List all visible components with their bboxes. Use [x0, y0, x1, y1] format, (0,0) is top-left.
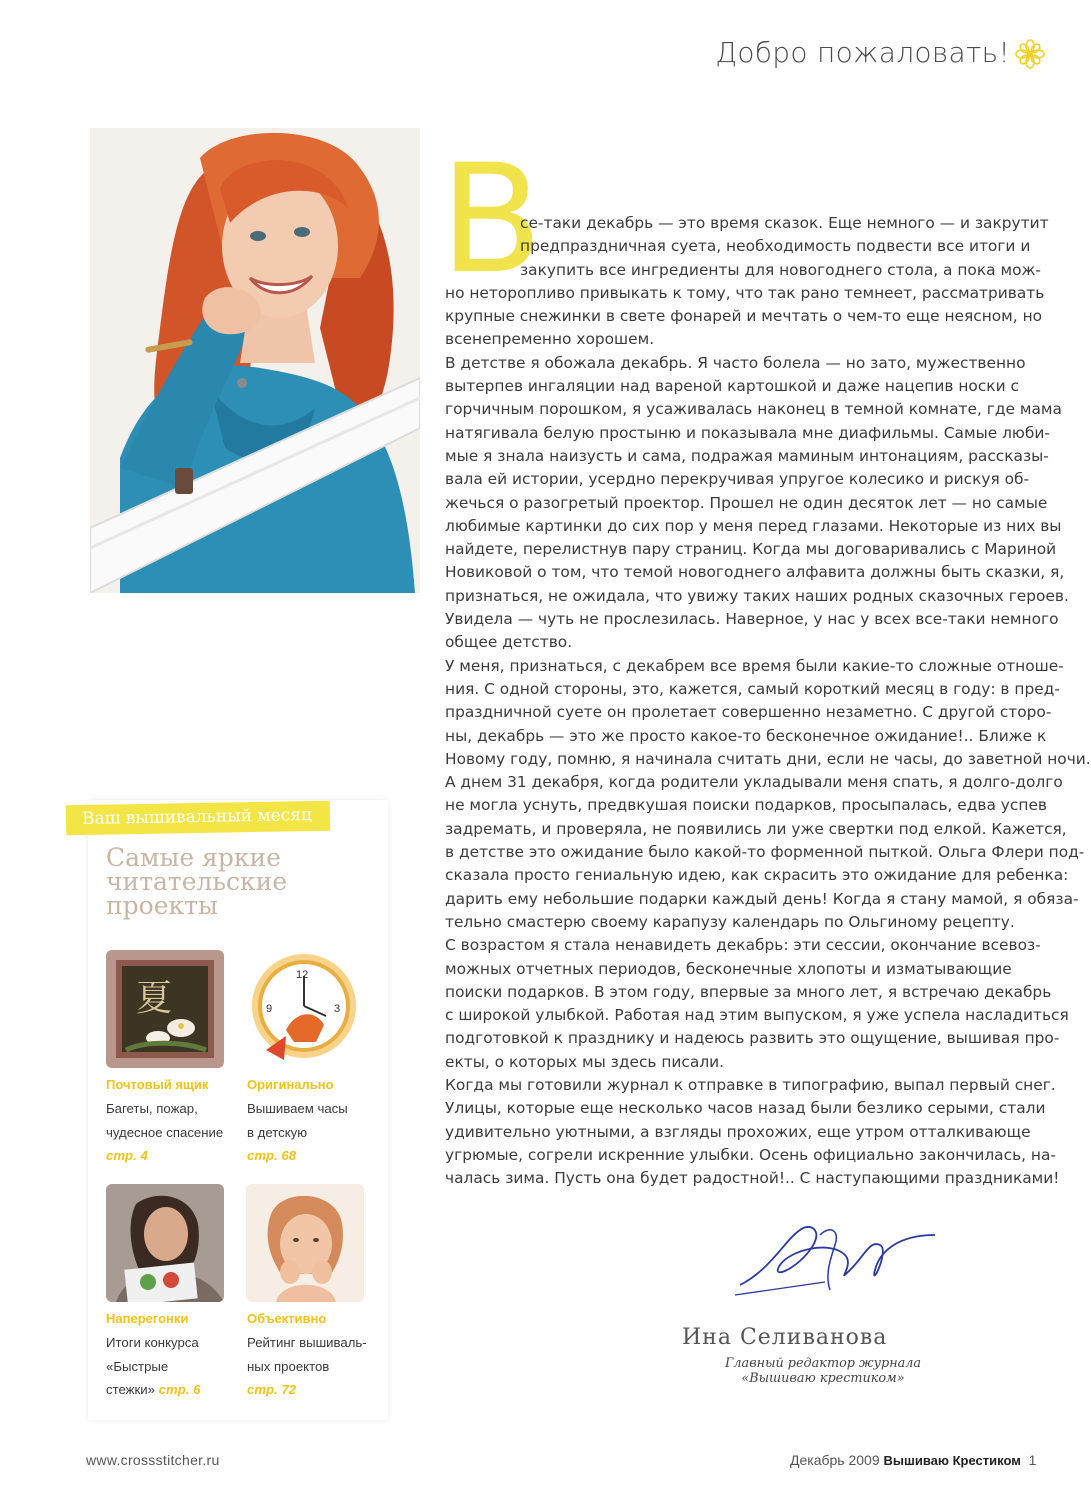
author-name: Ина Селиванова [682, 1325, 888, 1350]
page-link[interactable]: стр. 4 [106, 1148, 148, 1163]
page-link[interactable]: стр. 72 [247, 1382, 297, 1397]
svg-text:12: 12 [296, 969, 309, 981]
card-description: Багеты, пожар, чудесное спасение стр. 4 [106, 1097, 223, 1168]
editor-photo [90, 128, 420, 593]
article-line: мые я знала наизусть и сама, подражая маминым интонациям, рассказы- [445, 446, 1049, 465]
dropcap-letter: В [440, 133, 543, 307]
article-line: Новиковой о том, что темой новогоднего алфавита должны быть сказки, я, [445, 563, 1065, 582]
card-category-objective[interactable]: Объективно [247, 1311, 327, 1326]
article-line: В детстве я обожала декабрь. Я часто болела — но зато, мужественно [445, 353, 1026, 372]
author-role: Главный редактор журнала «Вышиваю крестиком» [724, 1356, 922, 1386]
page-link[interactable]: стр. 68 [247, 1148, 297, 1163]
page-header-title: Добро пожаловать! [715, 36, 1010, 69]
page-number: 1 [1028, 1452, 1037, 1468]
article-line: найдете, перелистнув пару страниц. Когда мы договаривались с Мариной [445, 540, 1057, 559]
card-category-race[interactable]: Наперегонки [106, 1311, 189, 1326]
svg-text:夏: 夏 [136, 978, 173, 1019]
svg-text:9: 9 [266, 1003, 273, 1015]
article-line: А днем 31 декабря, когда родители укладывали меня спать, я долго-долго [445, 773, 1063, 792]
article-line: екты, о которых мы здесь писали. [445, 1052, 725, 1071]
article-line: удивительно уютными, а взгляды прохожих, еще утром отталкивающе [445, 1122, 1031, 1141]
card-image-contest[interactable] [106, 1184, 224, 1302]
article-line: Когда мы готовили журнал к отправке в типографию, выпал первый снег. [445, 1075, 1056, 1094]
article-line: ны, декабрь — это же просто какое-то бесконечное ожидание!.. Ближе к [445, 726, 1047, 745]
editorial-body [445, 212, 1091, 1190]
article-line: ния. С одной стороны, это, кажется, самый короткий месяц в году: в пред- [445, 679, 1060, 698]
article-line: можных отчетных периодов, бесконечные хлопоты и изматывающие [445, 959, 1012, 978]
card-description: Рейтинг вышиваль- ных проектов стр. 72 [247, 1331, 367, 1402]
article-line: чалась зима. Пусть она будет радостной!.. С наступающими праздниками! [445, 1169, 1060, 1188]
article-line: с широкой улыбкой. Работая над этим выпуском, я уже успела насладиться [445, 1006, 1069, 1025]
article-line: задремать, и проверяла, не появились ли уже свертки под елкой. Кажется, [445, 819, 1067, 838]
flower-icon [1014, 38, 1046, 70]
card-image-clock[interactable] [246, 950, 364, 1068]
card-description: Итоги конкурса «Быстрые стежки» стр. 6 [106, 1335, 201, 1397]
article-line: С возрастом я стала ненавидеть декабрь: эти сессии, окончание всевоз- [445, 936, 1041, 955]
article-line: сказала просто гениальную идею, как скрасить это ожидание для ребенка: [445, 866, 1069, 885]
article-line: Новому году, помню, я начинала считать дни, если не часы, до заветной ночи. [445, 749, 1091, 768]
footer-issue-info: Декабрь 2009 Вышиваю Крестиком 1 [790, 1452, 1037, 1468]
magazine-name: Вышиваю Крестиком [883, 1453, 1021, 1468]
page-link[interactable]: стр. 6 [158, 1382, 201, 1397]
article-line: се-таки декабрь — это время сказок. Еще немного — и закрутит [520, 214, 1049, 232]
article-line: тельно смастерю своему карапузу календарь по Ольгиному рецепту. [445, 912, 1015, 931]
article-line: жечься о разогретый проектор. Прошел не один десяток лет — но самые [445, 493, 1048, 512]
article-line: праздничной суете он пролетает совершенно незаметно. С другой сторо- [445, 703, 1052, 722]
article-line: поиски подарков. В этом году, впервые за много лет, я встречаю декабрь [445, 982, 1052, 1001]
article-line: всенепременно хорошем. [445, 330, 655, 349]
article-line: в детстве это ожидание было какой-то форменной пыткой. Ольга Флери под- [445, 843, 1085, 862]
article-line: любимые картинки до сих пор у меня перед глазами. Некоторые из них вы [445, 516, 1062, 535]
sidebar-heading: Самые яркие читательские проекты [106, 843, 288, 920]
article-line: крупные снежинки в свете фонарей и мечтать о чем-то еще неясном, но [445, 307, 1043, 326]
article-line: общее детство. [445, 633, 573, 652]
article-line: угрюмые, согрели искренние улыбки. Осень официально закончилась, на- [445, 1145, 1056, 1164]
article-line: предпраздничная суета, необходимость подвести все итоги и [520, 237, 1031, 256]
article-line: Улицы, которые еще несколько часов назад были безлико серыми, стали [445, 1099, 1046, 1118]
svg-text:3: 3 [334, 1003, 341, 1015]
card-image-embroidery[interactable] [106, 950, 224, 1068]
sidebar-tag: Ваш вышивальный месяц [66, 801, 330, 836]
article-line: но неторопливо привыкать к тому, что так рано темнеет, рассматривать [445, 283, 1045, 302]
article-line: вытерпев ингаляции над вареной картошкой и даже нацепив носки с [445, 377, 1019, 396]
article-line: подготовкой к празднику и надеюсь развить это ощущение, вышивая про- [445, 1029, 1060, 1048]
card-category-mailbox[interactable]: Почтовый ящик [106, 1077, 209, 1092]
article-line: У меня, признаться, с декабрем все время были какие-то сложные отноше- [445, 656, 1064, 675]
article-line: Увидела — чуть не прослезилась. Наверное, у нас у всех все-таки немного [445, 610, 1059, 629]
card-image-child[interactable] [246, 1184, 364, 1302]
editor-signature [730, 1210, 945, 1310]
article-line: натягивала белую простыню и показывала мне диафильмы. Самые люби- [445, 423, 1050, 442]
article-line: дарить ему небольшие подарки каждый день! Когда я стану мамой, я обяза- [445, 889, 1079, 908]
footer-website-link[interactable]: www.crossstitcher.ru [86, 1452, 220, 1468]
article-line: признаться, не ожидала, что увижу таких наших родных сказочных героев. [445, 586, 1069, 605]
article-line: закупить все ингредиенты для новогоднего стола, а пока мож- [520, 260, 1041, 279]
article-line: вала ей истории, усердно перекручивая упругое колесико и рискуя об- [445, 470, 1030, 489]
card-category-original[interactable]: Оригинально [247, 1077, 334, 1092]
card-description: Вышиваем часы в детскую стр. 68 [247, 1097, 348, 1168]
article-line: горчичным порошком, я усаживалась наконец в темной комнате, где мама [445, 400, 1062, 419]
article-line: не могла уснуть, предвкушая поиски подарков, просыпалась, едва успев [445, 796, 1047, 815]
